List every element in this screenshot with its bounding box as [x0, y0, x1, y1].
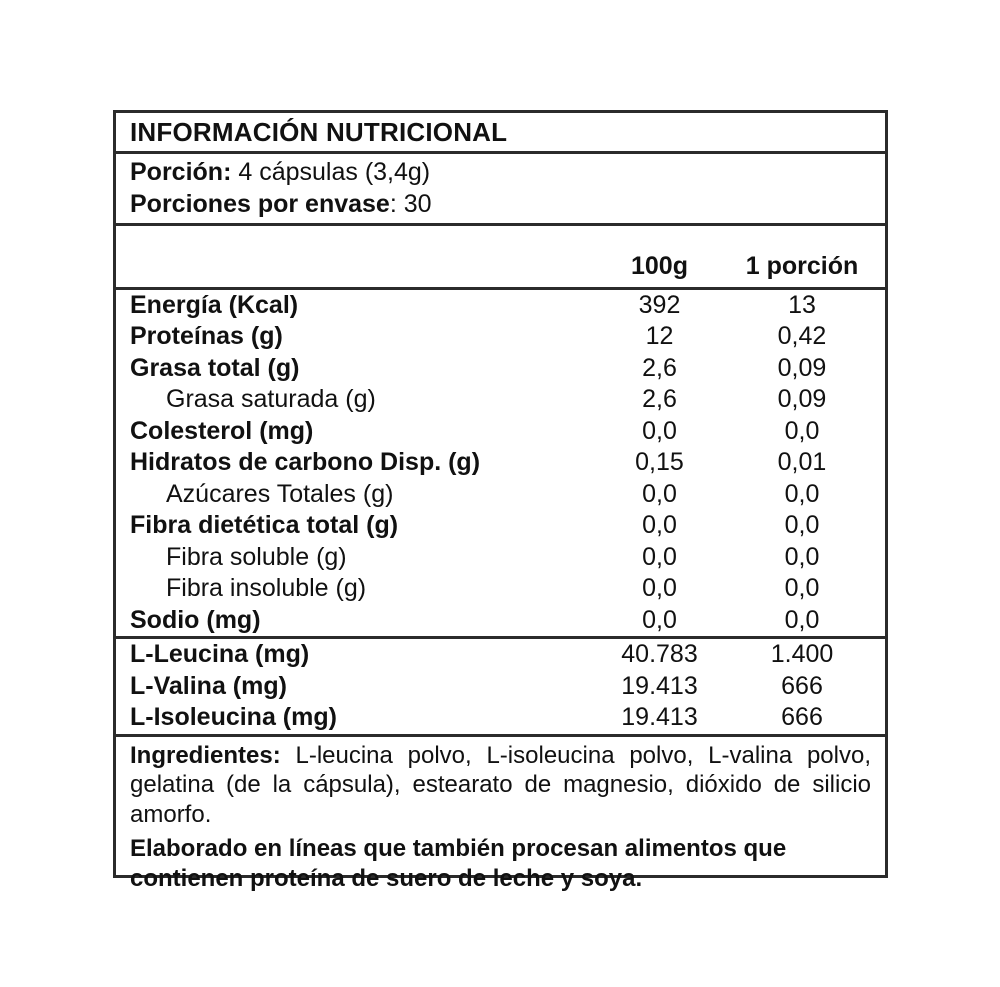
- nutrient-label: Azúcares Totales (g): [166, 479, 394, 508]
- nutrient-label: Fibra dietética total (g): [130, 511, 399, 540]
- table-row: [116, 479, 885, 511]
- nutrient-label: Energía (Kcal): [130, 290, 299, 319]
- value-per-portion: 0,09: [777, 353, 827, 382]
- nutrient-label: Hidratos de carbono Disp. (g): [130, 448, 481, 477]
- table-row: [116, 639, 885, 671]
- ingredients-paragraph: [130, 741, 871, 830]
- value-per-100g: 0,0: [642, 542, 677, 571]
- nutrient-label: L-Isoleucina (mg): [130, 703, 337, 732]
- value-per-portion: 0,0: [784, 416, 820, 445]
- allergen-warning-text: Elaborado en líneas que también procesan alimentos que contienen proteína de suero de leche y soya.: [130, 834, 787, 892]
- portion-label: Porción:: [130, 158, 232, 187]
- nutrient-label: Grasa total (g): [130, 353, 300, 382]
- table-row: [116, 290, 885, 322]
- value-per-portion: 0,0: [784, 479, 820, 508]
- value-per-portion: 666: [781, 671, 823, 700]
- value-per-100g: 12: [645, 322, 674, 351]
- table-row: [116, 542, 885, 574]
- value-per-portion: 0,0: [784, 605, 820, 634]
- value-per-100g: 19.413: [621, 671, 698, 700]
- value-per-portion: 0,01: [777, 448, 827, 477]
- table-row: [116, 573, 885, 605]
- value-per-portion: 1.400: [770, 640, 834, 669]
- serving-info-block: [116, 154, 885, 223]
- value-per-portion: 0,42: [777, 322, 827, 351]
- value-per-portion: 0,0: [784, 542, 820, 571]
- value-per-100g: 0,15: [635, 448, 684, 477]
- nutrient-label: Fibra insoluble (g): [166, 574, 367, 603]
- nutrient-rows-group: [116, 290, 885, 637]
- value-per-100g: 0,0: [642, 574, 677, 603]
- nutrient-label: Sodio (mg): [130, 605, 261, 634]
- table-row: [116, 605, 885, 637]
- panel-title: INFORMACIÓN NUTRICIONAL: [130, 117, 508, 147]
- value-per-100g: 392: [638, 290, 681, 319]
- nutrient-label: L-Leucina (mg): [130, 640, 310, 669]
- amino-acid-rows-group: [116, 639, 885, 734]
- value-per-100g: 19.413: [621, 703, 698, 732]
- value-per-100g: 0,0: [642, 605, 677, 634]
- nutrient-label: Proteínas (g): [130, 322, 283, 351]
- column-header-100g: 100g: [631, 252, 688, 281]
- table-row: [116, 510, 885, 542]
- table-row: [116, 416, 885, 448]
- table-row: [116, 447, 885, 479]
- ingredients-text: L-leucina polvo, L-isoleucina polvo, L-valina polvo, gelatina (de la cápsula), estearato de magnesio, dióxido de silicio amorfo.: [130, 741, 871, 829]
- header-spacer-band: [116, 226, 885, 246]
- nutrient-label: L-Valina (mg): [130, 671, 287, 700]
- portion-value: 4 cápsulas (3,4g): [231, 158, 431, 187]
- value-per-portion: 13: [788, 290, 816, 319]
- nutrition-facts-panel: [113, 110, 888, 892]
- value-per-100g: 2,6: [642, 385, 677, 414]
- servings-per-container-line: [130, 188, 885, 220]
- table-row: [116, 384, 885, 416]
- nutrient-label: Grasa saturada (g): [166, 385, 376, 414]
- value-per-100g: 40.783: [621, 640, 698, 669]
- value-per-100g: 0,0: [642, 511, 677, 540]
- nutrient-label: Fibra soluble (g): [166, 542, 347, 571]
- value-per-100g: 0,0: [642, 416, 677, 445]
- value-per-100g: 0,0: [642, 479, 677, 508]
- column-header-row: [116, 246, 885, 287]
- table-row: [116, 702, 885, 734]
- servings-per-container-label: Porciones por envase: [130, 190, 390, 219]
- value-per-portion: 0,09: [777, 385, 827, 414]
- value-per-portion: 666: [781, 703, 823, 732]
- ingredients-block: [116, 737, 885, 834]
- table-row: [116, 353, 885, 385]
- servings-per-container-value: : 30: [389, 190, 432, 219]
- ingredients-label: Ingredientes:: [130, 741, 281, 769]
- portion-line: [130, 156, 885, 188]
- allergen-warning-block: [116, 834, 885, 898]
- nutrient-label: Colesterol (mg): [130, 416, 314, 445]
- column-header-portion: 1 porción: [745, 252, 859, 281]
- table-row: [116, 321, 885, 353]
- value-per-portion: 0,0: [784, 574, 820, 603]
- table-row: [116, 671, 885, 703]
- value-per-portion: 0,0: [784, 511, 820, 540]
- value-per-100g: 2,6: [642, 353, 677, 382]
